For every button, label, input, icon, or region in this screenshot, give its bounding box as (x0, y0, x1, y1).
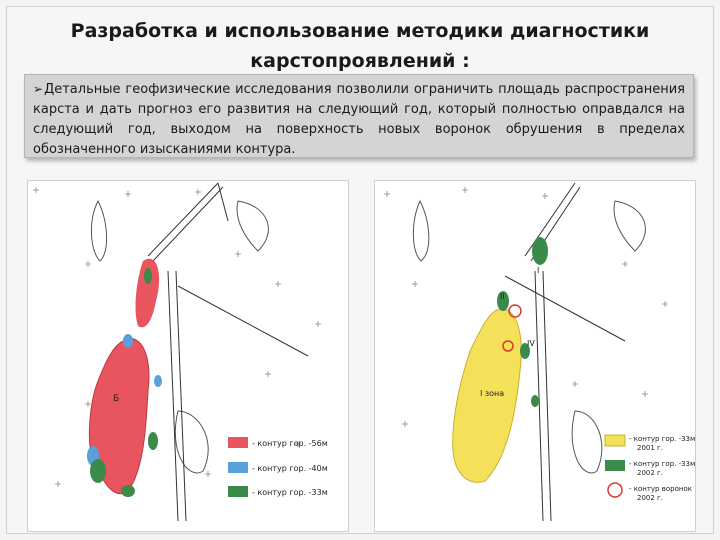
legend-sinkhole-icon (608, 483, 622, 497)
karst-map-right-drawing (375, 181, 695, 531)
zone-label-2: II (500, 292, 505, 301)
zone-label-1: I зона (480, 389, 505, 398)
legend-label-2: - контур гор. -40м (252, 464, 328, 473)
title-line-2: карстопроявлений : (250, 50, 470, 72)
zone-label-3: IV (527, 339, 535, 348)
legend-label-1: - контур гор. -33м (629, 435, 695, 443)
legend-sub-3: 2002 г. (637, 494, 663, 502)
outline-shapes (413, 201, 645, 473)
map-label-b: Б (113, 394, 120, 404)
legend-swatch-green (228, 486, 248, 497)
legend-left (228, 437, 328, 497)
red-contour-area (89, 259, 159, 494)
karst-map-left-drawing (28, 181, 348, 531)
legend-label-3: - контур гор. -33м (252, 488, 328, 497)
bullet-paragraph (33, 79, 685, 160)
karst-map-right (374, 180, 696, 532)
grid-crosses (384, 187, 668, 427)
legend-right (605, 435, 695, 502)
arrow-bullet-icon: ➢ (33, 82, 44, 96)
bullet-text: Детальные геофизические исследования позволили ограничить площадь распространения карста и дать прогноз его развития на следующий год, который полностью оправдался на следующий год, выходом на поверхность новых воронок обрушения в пределах обозначенного изысканиями контура. (33, 82, 685, 157)
slide-title (40, 16, 680, 76)
legend-swatch-red (228, 437, 248, 448)
legend-label-3: - контур воронок (629, 485, 692, 493)
bullet-text-box (24, 74, 694, 158)
title-line-1: Разработка и использование методики диагностики (70, 20, 650, 42)
karst-map-left (27, 180, 349, 532)
legend-sub-1: 2001 г. (637, 444, 663, 452)
legend-swatch-yellow (605, 435, 625, 446)
legend-swatch-blue (228, 462, 248, 473)
zone-label-4: I (537, 266, 540, 275)
legend-label-1: - контур гор. -56м (252, 439, 328, 448)
legend-swatch-green (605, 460, 625, 471)
legend-label-2: - контур гор. -33м (629, 460, 695, 468)
legend-sub-2: 2002 г. (637, 469, 663, 477)
